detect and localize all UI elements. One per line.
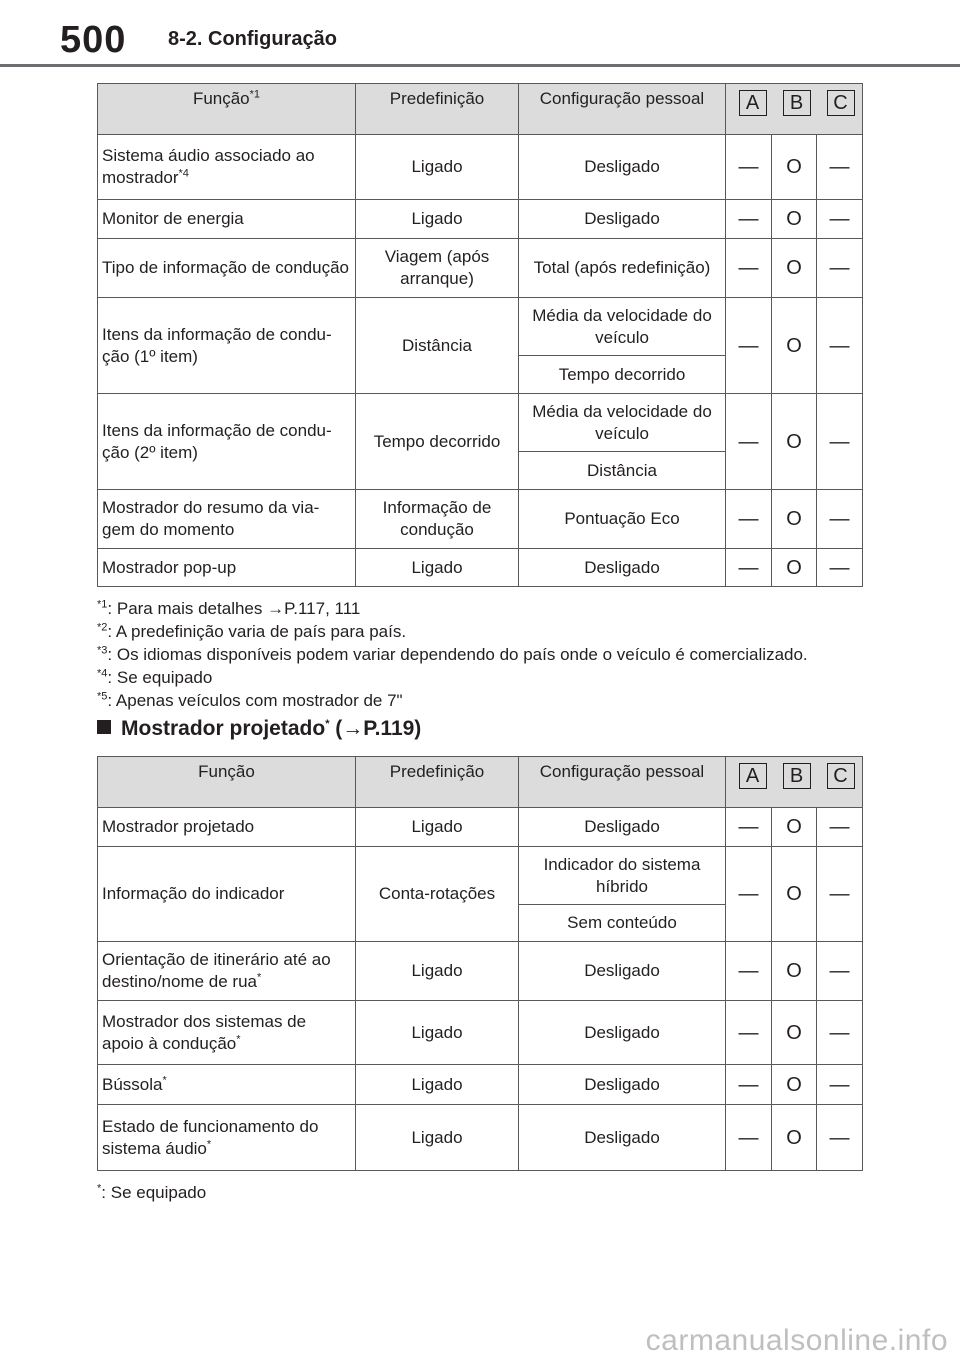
col-funcao: Função$^{*1}$: [98, 84, 356, 135]
table-row: [98, 1105, 863, 1171]
cell-b: O: [772, 549, 817, 587]
cell-config-alt: Distância: [519, 452, 726, 490]
cell-predef: Ligado: [356, 1105, 519, 1171]
table-row: [98, 1065, 863, 1105]
cell-config-alt: Tempo decorrido: [519, 356, 726, 394]
settings-table-1: [97, 83, 863, 587]
cell-c: —: [817, 135, 863, 200]
footnote: *: Se equipado: [97, 1182, 207, 1202]
cell-predef: Ligado: [356, 808, 519, 847]
cell-predef: Ligado: [356, 549, 519, 587]
cell-c: —: [817, 239, 863, 298]
col-a-label: A: [739, 763, 767, 789]
cell-funcao: Monitor de energia: [98, 200, 356, 239]
cell-a: —: [726, 394, 772, 490]
cell-b: O: [772, 847, 817, 942]
cell-c: —: [817, 200, 863, 239]
table-row: [98, 490, 863, 549]
col-b-label: B: [783, 763, 811, 789]
cell-predef: Conta-rotações: [356, 847, 519, 942]
cell-c: —: [817, 394, 863, 490]
cell-b: O: [772, 298, 817, 394]
cell-c: —: [817, 942, 863, 1001]
cell-c: —: [817, 490, 863, 549]
col-c-label: C: [827, 90, 855, 116]
cell-config: Desligado: [519, 942, 726, 1001]
cell-c: —: [817, 298, 863, 394]
page-number: 500: [60, 19, 127, 61]
col-predefinicao: Predefinição: [356, 84, 519, 135]
cell-b: O: [772, 135, 817, 200]
cell-predef: Ligado: [356, 1001, 519, 1065]
cell-a: —: [726, 298, 772, 394]
table-header-row: [98, 84, 863, 135]
cell-a: —: [726, 239, 772, 298]
cell-a: —: [726, 200, 772, 239]
col-configuracao: Configuração pessoal: [519, 84, 726, 135]
square-bullet-icon: [97, 720, 111, 734]
cell-config-alt: Sem conteúdo: [519, 905, 726, 942]
footnotes-2: [97, 1181, 206, 1204]
cell-c: —: [817, 549, 863, 587]
cell-predef: Informação de condução: [356, 490, 519, 549]
watermark: carmanualsonline.info: [645, 1324, 948, 1357]
cell-a: —: [726, 549, 772, 587]
page-ref-link[interactable]: (→P.119): [329, 717, 422, 740]
cell-funcao: Estado de funcionamento do sistema áudio*: [98, 1105, 356, 1171]
cell-config: Desligado: [519, 1105, 726, 1171]
cell-c: —: [817, 1105, 863, 1171]
cell-a: —: [726, 808, 772, 847]
col-a-label: A: [739, 90, 767, 116]
cell-predef: Tempo decorrido: [356, 394, 519, 490]
cell-config: Média da velocidade do veículo: [519, 298, 726, 356]
cell-b: O: [772, 1001, 817, 1065]
cell-funcao: Orientação de itinerário até ao destino/nome de rua*: [98, 942, 356, 1001]
cell-config: Desligado: [519, 135, 726, 200]
col-configuracao: Configuração pessoal: [519, 757, 726, 808]
table-row: [98, 298, 863, 356]
col-funcao: Função: [98, 757, 356, 808]
table-row: [98, 135, 863, 200]
cell-funcao: Mostrador pop-up: [98, 549, 356, 587]
cell-predef: Distância: [356, 298, 519, 394]
col-abc: [726, 757, 863, 808]
cell-a: —: [726, 135, 772, 200]
settings-table-2: [97, 756, 863, 1171]
cell-config: Média da velocidade do veículo: [519, 394, 726, 452]
cell-a: —: [726, 1065, 772, 1105]
cell-b: O: [772, 394, 817, 490]
table-row: [98, 847, 863, 905]
cell-predef: Viagem (após arranque): [356, 239, 519, 298]
cell-b: O: [772, 490, 817, 549]
footnotes-1: [97, 597, 808, 712]
col-c-label: C: [827, 763, 855, 789]
cell-a: —: [726, 942, 772, 1001]
cell-c: —: [817, 808, 863, 847]
cell-c: —: [817, 1001, 863, 1065]
col-abc: [726, 84, 863, 135]
cell-a: —: [726, 1001, 772, 1065]
cell-b: O: [772, 808, 817, 847]
table-header-row: [98, 757, 863, 808]
footnote: $^{*5}$: Apenas veículos com mostrador de 7": [97, 690, 403, 710]
cell-funcao: Mostrador do resumo da via-gem do momento: [98, 490, 356, 549]
cell-predef: Ligado: [356, 1065, 519, 1105]
cell-c: —: [817, 1065, 863, 1105]
cell-b: O: [772, 200, 817, 239]
col-b-label: B: [783, 90, 811, 116]
table-row: [98, 200, 863, 239]
col-predefinicao: Predefinição: [356, 757, 519, 808]
cell-funcao: Mostrador dos sistemas de apoio à condução*: [98, 1001, 356, 1065]
cell-b: O: [772, 239, 817, 298]
table-row: [98, 239, 863, 298]
section-title: 8-2. Configuração: [168, 28, 337, 50]
cell-c: —: [817, 847, 863, 942]
footnote: $^{*4}$: Se equipado: [97, 667, 213, 687]
cell-a: —: [726, 1105, 772, 1171]
table-row: [98, 1001, 863, 1065]
cell-funcao: Tipo de informação de condução: [98, 239, 356, 298]
cell-config: Desligado: [519, 549, 726, 587]
cell-config: Desligado: [519, 200, 726, 239]
cell-config: Pontuação Eco: [519, 490, 726, 549]
table-row: [98, 549, 863, 587]
footnote: $^{*2}$: A predefinição varia de país para país.: [97, 621, 407, 641]
cell-a: —: [726, 847, 772, 942]
cell-funcao: Itens da informação de condu-ção (2º item): [98, 394, 356, 490]
cell-predef: Ligado: [356, 942, 519, 1001]
footnote: $^{*1}$: Para mais detalhes →P.117, 111: [97, 598, 361, 618]
cell-b: O: [772, 1105, 817, 1171]
cell-config: Desligado: [519, 1001, 726, 1065]
cell-funcao: Itens da informação de condu-ção (1º item): [98, 298, 356, 394]
header-rule: [0, 64, 960, 67]
cell-funcao: Informação do indicador: [98, 847, 356, 942]
cell-funcao: Mostrador projetado: [98, 808, 356, 847]
cell-config: Indicador do sistema híbrido: [519, 847, 726, 905]
cell-funcao: Bússola*: [98, 1065, 356, 1105]
cell-config: Desligado: [519, 1065, 726, 1105]
cell-b: O: [772, 1065, 817, 1105]
subheading-mostrador-projetado: Mostrador projetado* (→P.119): [97, 715, 421, 743]
footnote: $^{*3}$: Os idiomas disponíveis podem variar dependendo do país onde o veículo é comercializado.: [97, 644, 808, 664]
cell-a: —: [726, 490, 772, 549]
cell-predef: Ligado: [356, 135, 519, 200]
table-row: [98, 808, 863, 847]
cell-funcao: Sistema áudio associado ao mostrador$^{*4}$: [98, 135, 356, 200]
table-row: [98, 942, 863, 1001]
cell-b: O: [772, 942, 817, 1001]
cell-predef: Ligado: [356, 200, 519, 239]
table-row: [98, 394, 863, 452]
cell-config: Total (após redefinição): [519, 239, 726, 298]
cell-config: Desligado: [519, 808, 726, 847]
